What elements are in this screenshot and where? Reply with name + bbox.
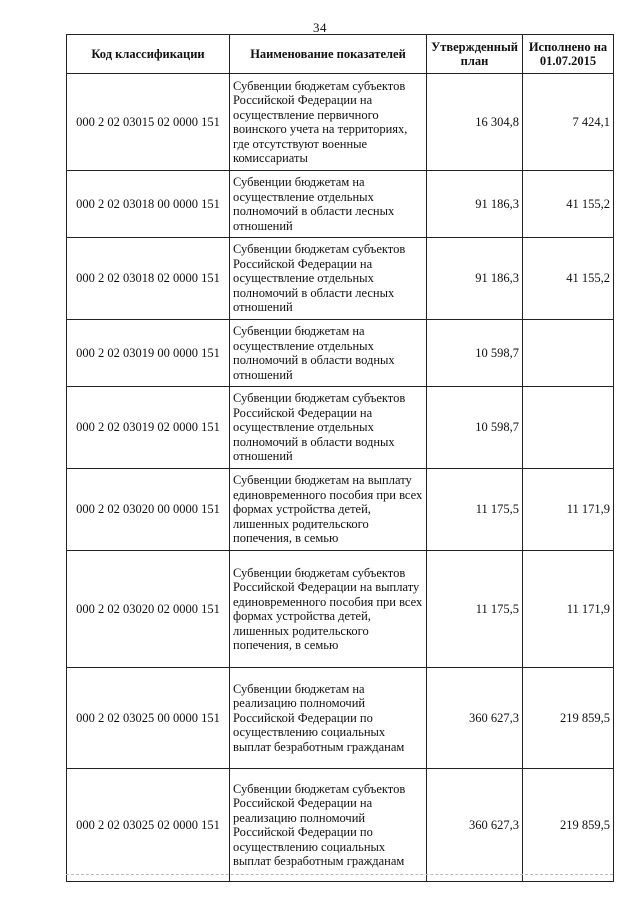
cell-done [523,320,614,387]
table-header [67,35,614,74]
cell-done: 41 155,2 [523,238,614,320]
header-name: Наименование показателей [230,35,427,74]
page-number: 34 [313,20,327,35]
cell-name: Субвенции бюджетам на осуществление отдельных полномочий в области водных отношений [230,320,427,387]
cell-code: 000 2 02 03025 02 0000 151 [67,769,230,882]
table-row [67,668,614,769]
header-row [67,35,614,74]
cell-name: Субвенции бюджетам на выплату единовременного пособия при всех формах устройства детей, лишенных родительского попечения, в семью [230,469,427,551]
cell-plan: 10 598,7 [427,387,523,469]
cell-code: 000 2 02 03015 02 0000 151 [67,74,230,171]
cell-code: 000 2 02 03025 00 0000 151 [67,668,230,769]
cell-done: 11 171,9 [523,551,614,668]
cell-code: 000 2 02 03020 02 0000 151 [67,551,230,668]
header-done: Исполнено на 01.07.2015 [523,35,614,74]
cell-plan: 91 186,3 [427,171,523,238]
header-code: Код классификации [67,35,230,74]
page-footer-rule [66,874,613,875]
cell-code: 000 2 02 03018 02 0000 151 [67,238,230,320]
cell-code: 000 2 02 03018 00 0000 151 [67,171,230,238]
cell-plan: 16 304,8 [427,74,523,171]
header-plan: Утвержденный план [427,35,523,74]
table-row [67,387,614,469]
cell-plan: 91 186,3 [427,238,523,320]
budget-table [66,34,614,882]
cell-plan: 360 627,3 [427,769,523,882]
cell-done: 41 155,2 [523,171,614,238]
table-row [67,469,614,551]
cell-name: Субвенции бюджетам субъектов Российской Федерации на выплату единовременного пособия при всех формах устройства детей, лишенных родительского попечения, в семью [230,551,427,668]
cell-done: 7 424,1 [523,74,614,171]
table-row [67,769,614,882]
table-body [67,74,614,882]
cell-name: Субвенции бюджетам субъектов Российской Федерации на осуществление отдельных полномочий в области лесных отношений [230,238,427,320]
cell-done: 219 859,5 [523,668,614,769]
cell-name: Субвенции бюджетам субъектов Российской Федерации на реализацию полномочий Российской Федерации по осуществлению социальных выплат безработным гражданам [230,769,427,882]
table-row [67,238,614,320]
table-row [67,551,614,668]
cell-done: 219 859,5 [523,769,614,882]
cell-name: Субвенции бюджетам на реализацию полномочий Российской Федерации по осуществлению социальных выплат безработным гражданам [230,668,427,769]
cell-code: 000 2 02 03020 00 0000 151 [67,469,230,551]
cell-plan: 360 627,3 [427,668,523,769]
table-row [67,74,614,171]
table-row [67,171,614,238]
cell-name: Субвенции бюджетам субъектов Российской Федерации на осуществление первичного воинского учета на территориях, где отсутствуют военные комиссариаты [230,74,427,171]
cell-plan: 10 598,7 [427,320,523,387]
cell-name: Субвенции бюджетам на осуществление отдельных полномочий в области лесных отношений [230,171,427,238]
cell-plan: 11 175,5 [427,551,523,668]
cell-code: 000 2 02 03019 02 0000 151 [67,387,230,469]
cell-code: 000 2 02 03019 00 0000 151 [67,320,230,387]
cell-done: 11 171,9 [523,469,614,551]
cell-plan: 11 175,5 [427,469,523,551]
cell-done [523,387,614,469]
table-row [67,320,614,387]
cell-name: Субвенции бюджетам субъектов Российской Федерации на осуществление отдельных полномочий в области водных отношений [230,387,427,469]
